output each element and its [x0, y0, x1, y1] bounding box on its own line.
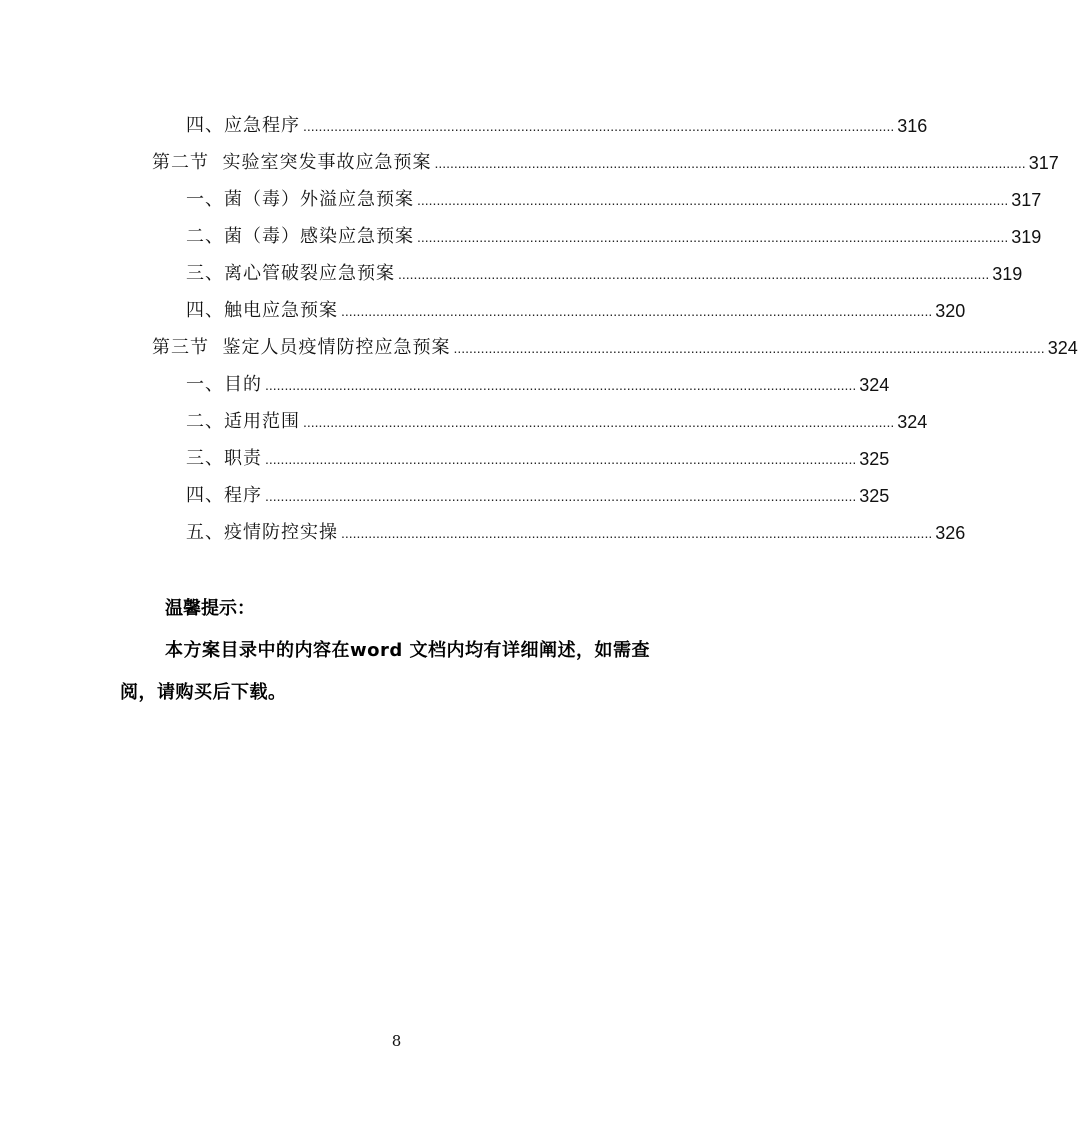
toc-leader-dots: ........................................................................................................................................................: [434, 155, 1026, 171]
toc-leader-dots: ........................................................................................................................................................: [398, 266, 990, 282]
toc-entry[interactable]: [186, 285, 966, 322]
notice-body: 本方案目录中的内容在word 文档内均有详细阐述，如需查阅，请购买后下载。: [120, 640, 651, 703]
toc-entry-label: 一、菌（毒）外溢应急预案: [186, 189, 414, 210]
toc-entry[interactable]: [186, 211, 1042, 248]
toc-entry-page: 326: [935, 523, 966, 543]
toc-entry-page: 316: [897, 116, 928, 136]
toc-leader-dots: ........................................................................................................................................................: [265, 377, 857, 393]
toc-leader-dots: ........................................................................................................................................................: [303, 414, 895, 430]
toc-entry-label: 第二节 实验室突发事故应急预案: [152, 152, 432, 173]
toc-section-entry[interactable]: [152, 137, 1059, 174]
toc-leader-dots: ........................................................................................................................................................: [341, 525, 933, 541]
toc-leader-dots: ........................................................................................................................................................: [341, 303, 933, 319]
toc-entry[interactable]: [186, 396, 928, 433]
toc-entry-page: 319: [1011, 227, 1042, 247]
toc-entry[interactable]: [186, 100, 928, 137]
toc-entry[interactable]: [186, 433, 890, 470]
toc-entry-label: 二、菌（毒）感染应急预案: [186, 226, 414, 247]
toc-entry-label: 四、触电应急预案: [186, 300, 338, 321]
toc-entry-page: 324: [897, 412, 928, 432]
notice-title: 温馨提示：: [165, 598, 255, 619]
toc-entry-label: 四、应急程序: [186, 115, 300, 136]
toc-leader-dots: ........................................................................................................................................................: [303, 118, 895, 134]
toc-entry-label: 五、疫情防控实操: [186, 522, 338, 543]
toc-entry[interactable]: [186, 359, 890, 396]
toc-entry-label: 三、职责: [186, 448, 262, 469]
toc-entry-page: 319: [992, 264, 1023, 284]
toc-entry-page: 320: [935, 301, 966, 321]
toc-entry-page: 317: [1028, 153, 1059, 173]
toc-entry-page: 317: [1011, 190, 1042, 210]
toc-entry-label: 第三节 鉴定人员疫情防控应急预案: [152, 337, 451, 358]
toc-leader-dots: ........................................................................................................................................................: [453, 340, 1045, 356]
toc-entry[interactable]: [186, 248, 1023, 285]
toc-entry-label: 三、离心管破裂应急预案: [186, 263, 395, 284]
toc-entry-label: 一、目的: [186, 374, 262, 395]
toc-leader-dots: ........................................................................................................................................................: [265, 451, 857, 467]
toc-leader-dots: ........................................................................................................................................................: [417, 192, 1009, 208]
toc-section-entry[interactable]: [152, 322, 1078, 359]
toc-leader-dots: ........................................................................................................................................................: [417, 229, 1009, 245]
toc-entry-page: 324: [859, 375, 890, 395]
page-number: 8: [391, 1032, 402, 1050]
toc-entry-page: 324: [1047, 338, 1078, 358]
toc-entry-label: 四、程序: [186, 485, 262, 506]
toc-entry-label: 二、适用范围: [186, 411, 300, 432]
toc-leader-dots: ........................................................................................................................................................: [265, 488, 857, 504]
toc-entry[interactable]: [186, 174, 1042, 211]
toc-entry[interactable]: [186, 507, 966, 544]
toc-entry[interactable]: [186, 470, 890, 507]
toc-entry-page: 325: [859, 449, 890, 469]
notice-block: [120, 588, 676, 714]
toc-entry-page: 325: [859, 486, 890, 506]
